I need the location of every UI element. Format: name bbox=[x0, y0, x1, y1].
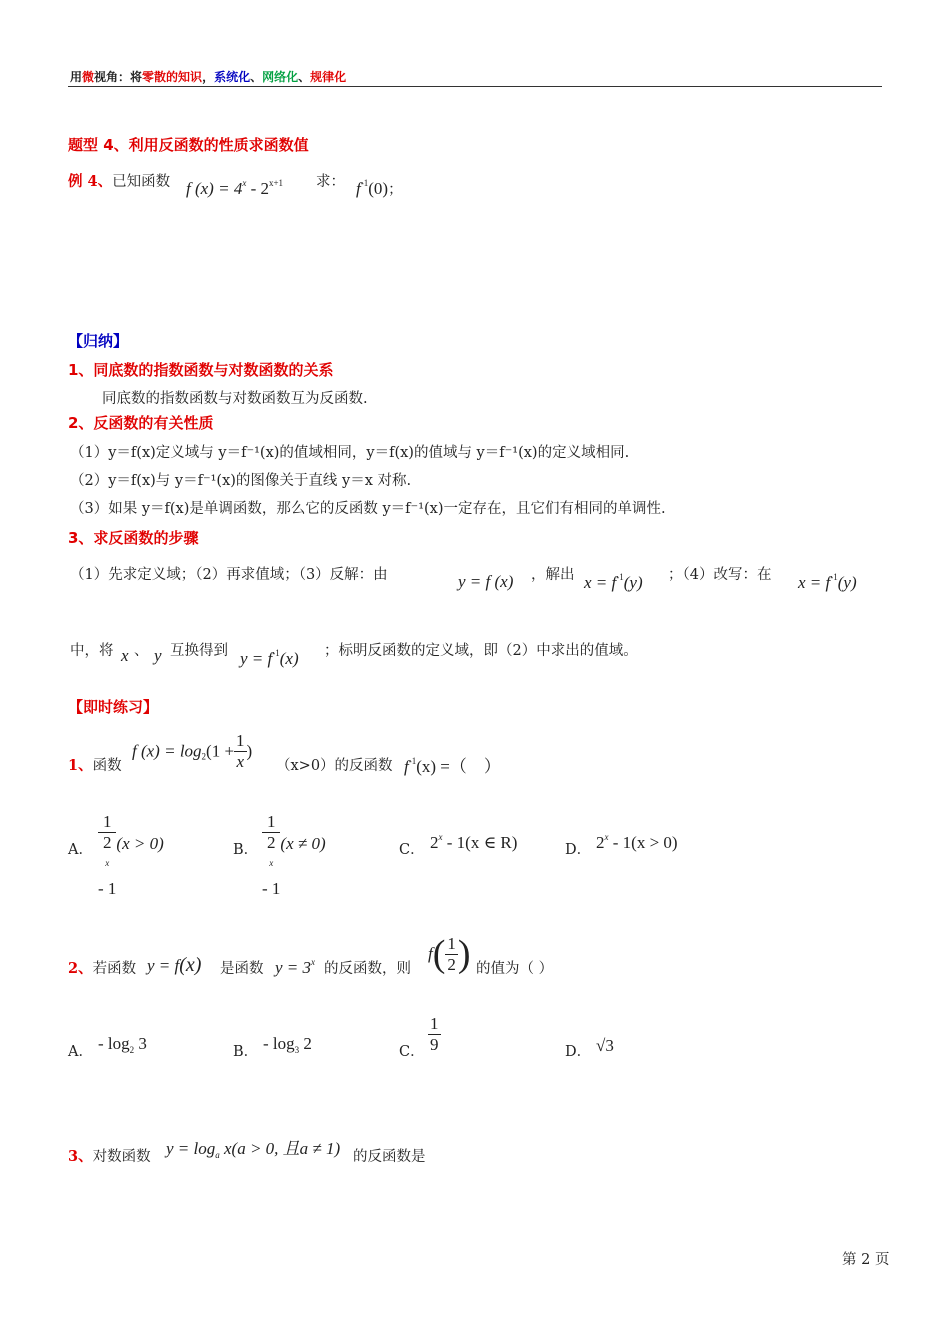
fraction-numerator: 1 bbox=[236, 731, 245, 750]
option-C-label: C． bbox=[399, 842, 425, 858]
example-ask: 求： bbox=[316, 174, 345, 190]
header-text: 网络化 bbox=[262, 70, 299, 84]
summary-heading-3: 3、求反函数的步骤 bbox=[68, 529, 199, 547]
formula-sup: -1 bbox=[616, 572, 624, 582]
formula-text: f bbox=[356, 179, 361, 198]
option-C-label: C． bbox=[399, 1044, 425, 1060]
formula-text: x(a > 0, 且a ≠ 1) bbox=[219, 1139, 341, 1158]
question-1-inverse bbox=[404, 752, 501, 777]
steps-text: ，解出 bbox=[531, 567, 575, 583]
fraction bbox=[234, 731, 247, 772]
option-B-label: B． bbox=[233, 1044, 259, 1060]
question-1-condition: （x>0）的反函数 bbox=[276, 758, 393, 774]
option-B-label: B． bbox=[233, 842, 259, 858]
question-number: 2、 bbox=[68, 960, 93, 977]
option-B[interactable] bbox=[262, 812, 326, 899]
fraction-denominator: 9 bbox=[430, 1035, 439, 1054]
formula-text: 2 bbox=[266, 833, 276, 852]
example-line bbox=[68, 170, 170, 191]
summary-text-1: 同底数的指数函数与对数函数互为反函数. bbox=[102, 391, 368, 407]
question-2-line bbox=[68, 957, 136, 978]
steps-formula: y = f (x) bbox=[458, 572, 514, 591]
question-1-formula bbox=[132, 731, 252, 772]
page-number: 第 2 页 bbox=[842, 1252, 890, 1268]
formula-sub: 2 bbox=[129, 1045, 135, 1055]
header-text: 视角：将 bbox=[94, 70, 143, 84]
question-number: 3、 bbox=[68, 1148, 93, 1165]
formula-text: 2 bbox=[430, 833, 439, 852]
formula-text: - 1 bbox=[262, 879, 281, 898]
option-A-label: A． bbox=[68, 842, 93, 858]
question-2-formula bbox=[275, 957, 315, 978]
fraction bbox=[262, 812, 280, 899]
fraction-numerator: 1 bbox=[430, 1014, 439, 1033]
fraction-denominator bbox=[262, 833, 280, 899]
header-rule bbox=[68, 86, 882, 87]
paren-open: ( bbox=[432, 933, 446, 975]
formula-text: (y) bbox=[623, 573, 643, 592]
example-label: 例 4、 bbox=[68, 173, 113, 190]
formula-sup: x bbox=[438, 832, 443, 842]
option-D[interactable]: √3 bbox=[596, 1036, 614, 1055]
formula-text: 2 bbox=[299, 1034, 312, 1053]
formula-text: - log bbox=[263, 1034, 295, 1053]
example-inverse bbox=[356, 178, 403, 199]
option-C[interactable] bbox=[430, 832, 517, 853]
steps-text: 互换得到 bbox=[170, 643, 228, 659]
formula-sup: x bbox=[242, 178, 247, 188]
header-text: 微 bbox=[82, 70, 95, 84]
formula-text: (x) =（ ） bbox=[416, 757, 501, 776]
formula-text: f (x) = log bbox=[132, 741, 202, 761]
formula-sup: x bbox=[269, 858, 274, 868]
formula-text: x = f bbox=[798, 573, 831, 592]
formula-text: y = 3 bbox=[275, 958, 312, 977]
summary-heading-1: 1、同底数的指数函数与对数函数的关系 bbox=[68, 361, 334, 379]
option-B[interactable] bbox=[263, 1034, 312, 1055]
formula-sup: x bbox=[311, 957, 316, 967]
question-2-f-half bbox=[428, 932, 471, 976]
fraction bbox=[445, 934, 458, 975]
formula-text: - 2 bbox=[246, 179, 269, 198]
option-A[interactable] bbox=[98, 1034, 147, 1055]
question-3-line bbox=[68, 1145, 151, 1166]
steps-text: 中，将 bbox=[70, 643, 114, 659]
formula-sub: 2 bbox=[201, 751, 207, 762]
header-text: 系统化 bbox=[214, 70, 251, 84]
formula-text: (0) bbox=[368, 179, 389, 198]
formula-sub: 3 bbox=[294, 1045, 300, 1055]
header-text: ， bbox=[202, 70, 215, 84]
formula-text: f (x) = 4 bbox=[186, 179, 243, 198]
steps-var-x: x bbox=[121, 646, 129, 665]
formula-text: (x) bbox=[279, 649, 299, 668]
question-text: 的反函数是 bbox=[353, 1149, 426, 1165]
formula-text: y = log bbox=[166, 1139, 216, 1158]
formula-sup: x bbox=[604, 832, 609, 842]
summary-tag: 【归纳】 bbox=[68, 332, 129, 350]
formula-text: f bbox=[404, 757, 409, 776]
formula-sup: -1 bbox=[272, 648, 280, 658]
practice-tag: 【即时练习】 bbox=[68, 698, 159, 716]
steps-formula bbox=[240, 648, 299, 669]
formula-text: y = f bbox=[147, 956, 180, 975]
formula-text: - 1(x > 0) bbox=[608, 833, 678, 852]
summary-property-1: （1）y＝f(x)定义域与 y＝f⁻¹(x)的值域相同，y＝f(x)的值域与 y＝f⁻¹(x)的定义域相同. bbox=[70, 445, 630, 461]
formula-text: 3 bbox=[134, 1034, 147, 1053]
paren-close: ) bbox=[457, 933, 471, 975]
formula-text: (1 + bbox=[206, 741, 235, 761]
fraction-denominator: x bbox=[236, 752, 245, 771]
question-text: 的值为（ ） bbox=[476, 961, 554, 977]
option-D[interactable] bbox=[596, 832, 678, 853]
question-text: 函数 bbox=[92, 758, 122, 774]
formula-text: (x > 0) bbox=[116, 833, 164, 853]
summary-heading-2: 2、反函数的有关性质 bbox=[68, 414, 214, 432]
question-text: 若函数 bbox=[92, 961, 137, 977]
formula-sup: x+1 bbox=[268, 178, 284, 188]
summary-property-3: （3）如果 y＝f(x)是单调函数，那么它的反函数 y＝f⁻¹(x)一定存在，且它们有相同的单调性. bbox=[70, 501, 666, 517]
section-title: 题型 4、利用反函数的性质求函数值 bbox=[68, 136, 309, 154]
fraction-numerator: 1 bbox=[98, 812, 116, 833]
header-text: 用 bbox=[70, 70, 83, 84]
option-C[interactable] bbox=[428, 1014, 441, 1055]
formula-text: - 1 bbox=[98, 879, 117, 898]
fraction-denominator bbox=[98, 833, 116, 899]
option-D-label: D． bbox=[565, 842, 592, 858]
formula-text: 2 bbox=[102, 833, 112, 852]
steps-var-y: y bbox=[154, 646, 162, 665]
formula-sup: x bbox=[105, 858, 110, 868]
question-text: 是函数 bbox=[220, 961, 264, 977]
formula-text: (y) bbox=[837, 573, 857, 592]
question-text: 对数函数 bbox=[92, 1149, 151, 1165]
formula-text: 2 bbox=[596, 833, 605, 852]
formula-sub: a bbox=[215, 1150, 220, 1160]
fraction bbox=[428, 1014, 441, 1055]
formula-text: y = f bbox=[240, 649, 273, 668]
option-A[interactable] bbox=[98, 812, 164, 899]
header-text: 零散的知识 bbox=[142, 70, 203, 84]
formula-sup: -1 bbox=[408, 756, 417, 766]
question-2-formula bbox=[147, 954, 201, 977]
header-text: 规律化 bbox=[310, 70, 347, 84]
formula-text: f bbox=[428, 944, 433, 963]
question-1-line bbox=[68, 754, 122, 775]
formula-text: - 1(x ∈ R) bbox=[442, 833, 518, 852]
example-formula bbox=[186, 178, 283, 199]
option-D-label: D． bbox=[565, 1044, 592, 1060]
formula-sup: -1 bbox=[830, 572, 838, 582]
header-text: 、 bbox=[298, 70, 311, 84]
question-3-formula bbox=[166, 1134, 340, 1160]
steps-formula bbox=[584, 572, 643, 593]
example-text: 已知函数 bbox=[112, 174, 171, 190]
fraction bbox=[98, 812, 116, 899]
steps-text: ；（4）改写：在 bbox=[668, 567, 772, 583]
steps-text: 、 bbox=[134, 643, 149, 659]
formula-text: (x ≠ 0) bbox=[280, 833, 326, 853]
formula-text: ) bbox=[246, 741, 253, 761]
question-number: 1、 bbox=[68, 757, 93, 774]
formula-text: - log bbox=[98, 1034, 130, 1053]
formula-sup: -1 bbox=[360, 178, 369, 188]
steps-text: （1）先求定义域；（2）再求值域；（3）反解：由 bbox=[70, 567, 388, 583]
formula-text: ； bbox=[388, 182, 403, 198]
question-text: 的反函数，则 bbox=[324, 961, 411, 977]
fraction-numerator: 1 bbox=[262, 812, 280, 833]
formula-text: (x) bbox=[179, 954, 202, 976]
fraction-numerator: 1 bbox=[447, 933, 456, 953]
steps-text: ；标明反函数的定义域，即（2）中求出的值域。 bbox=[324, 643, 638, 659]
header-text: 、 bbox=[250, 70, 263, 84]
fraction-denominator: 2 bbox=[447, 954, 456, 974]
steps-formula bbox=[798, 572, 857, 593]
option-A-label: A． bbox=[68, 1044, 93, 1060]
page-header bbox=[70, 68, 346, 85]
summary-property-2: （2）y＝f(x)与 y＝f⁻¹(x)的图像关于直线 y＝x 对称. bbox=[70, 473, 412, 489]
formula-text: x = f bbox=[584, 573, 617, 592]
